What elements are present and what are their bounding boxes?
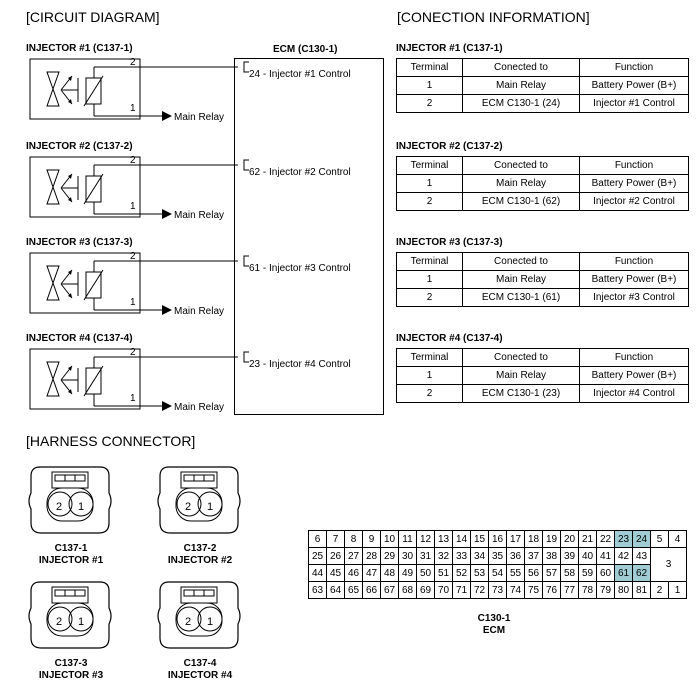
connector-pin-right-label: 1 [78,616,85,628]
ecm-pin: 35 [489,548,507,565]
ecm-pin: 29 [381,548,399,565]
connector-code: C137-3 [54,658,88,669]
injector-body [30,59,140,119]
main-relay-label: Main Relay [174,306,225,317]
ecm-pin: 45 [327,565,345,582]
ecm-pin: 62 [633,565,651,582]
injector-body [30,349,140,409]
ecm-pin: 47 [363,565,381,582]
connection-table-title: INJECTOR #1 (C137-1) [396,43,503,54]
ecm-pin: 57 [543,565,561,582]
connector-pin-right-label: 1 [78,501,85,513]
table-header-cell: Conected to [463,349,580,367]
pin-row [309,548,687,565]
table-header-cell: Terminal [397,157,463,175]
main-relay-label: Main Relay [174,210,225,221]
table-cell: Battery Power (B+) [580,367,689,385]
pin-row [309,565,687,582]
table-cell: 1 [397,271,463,289]
ecm-pin-label: 62 - Injector #2 Control [249,167,351,178]
ecm-pin: 51 [435,565,453,582]
ecm-pin: 55 [507,565,525,582]
ecm-pin: 67 [381,582,399,599]
ecm-pin: 44 [309,565,327,582]
harness-connector-heading: [HARNESS CONNECTOR] [26,433,196,449]
ecm-title: ECM (C130-1) [273,44,338,55]
ecm-pin: 16 [489,531,507,548]
harness-connector-caption [21,658,121,682]
ecm-pin: 78 [579,582,597,599]
ecm-pin: 81 [633,582,651,599]
injector-title: INJECTOR #4 (C137-4) [26,333,133,344]
harness-connector-drawing [155,463,245,538]
ecm-pin: 30 [399,548,417,565]
ecm-pin: 8 [345,531,363,548]
connector-pin-left-label: 2 [185,616,192,628]
connector-code: C137-2 [183,543,217,554]
ecm-pin: 58 [561,565,579,582]
ecm-pin: 5 [651,531,669,548]
ecm-pin: 69 [417,582,435,599]
ecm-pin: 2 [651,582,669,599]
ecm-pin: 24 [633,531,651,548]
table-row [397,77,689,95]
table-row [397,367,689,385]
ecm-pin: 52 [453,565,471,582]
connector-latch [181,472,217,488]
ecm-pin: 59 [579,565,597,582]
ecm-connector-name: ECM [482,625,506,636]
table-cell: 2 [397,289,463,307]
table-header-cell: Function [580,59,689,77]
ecm-pin: 11 [399,531,417,548]
ecm-pin: 54 [489,565,507,582]
harness-connector-caption [150,658,250,682]
ecm-pin: 76 [543,582,561,599]
connector-pin-right-label: 1 [207,501,214,513]
table-cell: Main Relay [463,175,580,193]
table-row [397,95,689,113]
pin-label-bottom: 1 [130,393,136,404]
connection-table-title: INJECTOR #2 (C137-2) [396,141,503,152]
ecm-pin: 49 [399,565,417,582]
ecm-pin: 39 [561,548,579,565]
ecm-pin: 70 [435,582,453,599]
ecm-pin: 21 [579,531,597,548]
table-cell: Battery Power (B+) [580,175,689,193]
main-relay-label: Main Relay [174,112,225,123]
ecm-pin: 4 [669,531,687,548]
injector-title: INJECTOR #2 (C137-2) [26,141,133,152]
ecm-pin: 26 [327,548,345,565]
ecm-pin: 9 [363,531,381,548]
ecm-pin: 25 [309,548,327,565]
connector-latch [52,472,88,488]
connector-name: INJECTOR #4 [167,670,233,681]
valve-symbol [47,170,59,204]
ecm-pin: 65 [345,582,363,599]
connection-info-heading: [CONECTION INFORMATION] [397,9,590,25]
table-cell: Main Relay [463,77,580,95]
table-header-cell: Function [580,253,689,271]
pin-row [309,531,687,548]
table-cell: Injector #1 Control [580,95,689,113]
table-cell: ECM C130-1 (62) [463,193,580,211]
relay-arrow [162,401,172,411]
pin-label-top: 2 [130,57,136,68]
table-cell: Main Relay [463,367,580,385]
ecm-pin: 56 [525,565,543,582]
table-cell: 2 [397,95,463,113]
ecm-pin: 20 [561,531,579,548]
ecm-pin: 74 [507,582,525,599]
ecm-connector-code: C130-1 [477,613,511,624]
ecm-pin: 60 [597,565,615,582]
relay-arrow [162,209,172,219]
table-header-cell: Function [580,349,689,367]
table-cell: 2 [397,193,463,211]
ecm-pin: 34 [471,548,489,565]
ecm-pin: 12 [417,531,435,548]
pin-label-top: 2 [130,251,136,262]
ecm-pin: 14 [453,531,471,548]
ecm-pin: 3 [651,548,687,582]
table-cell: Battery Power (B+) [580,77,689,95]
connector-name: INJECTOR #2 [167,555,233,566]
ecm-pin: 42 [615,548,633,565]
connection-table [396,252,689,307]
table-cell: ECM C130-1 (23) [463,385,580,403]
ecm-pin: 79 [597,582,615,599]
connector-latch [181,587,217,603]
injector-body [30,253,140,313]
pin-label-top: 2 [130,155,136,166]
pin-label-bottom: 1 [130,201,136,212]
ecm-pin: 6 [309,531,327,548]
ecm-pin-label: 23 - Injector #4 Control [249,359,351,370]
ecm-pin: 13 [435,531,453,548]
table-header-cell: Conected to [463,59,580,77]
harness-connector-caption [150,543,250,567]
connector-name: INJECTOR #1 [38,555,104,566]
injector-body [30,157,140,217]
pin-row [309,582,687,599]
ecm-pin: 28 [363,548,381,565]
ecm-pin: 68 [399,582,417,599]
ecm-pin: 75 [525,582,543,599]
table-header-cell: Terminal [397,59,463,77]
ecm-pin: 71 [453,582,471,599]
table-cell: Injector #3 Control [580,289,689,307]
ecm-pin: 1 [669,582,687,599]
valve-symbol [47,362,59,396]
connector-name: INJECTOR #3 [38,670,104,681]
ecm-pin: 33 [453,548,471,565]
pin-label-top: 2 [130,347,136,358]
ecm-pin: 32 [435,548,453,565]
connector-code: C137-4 [183,658,217,669]
ecm-pin: 63 [309,582,327,599]
ecm-pin: 61 [615,565,633,582]
table-header-cell: Terminal [397,349,463,367]
harness-connector-drawing [26,578,116,653]
connector-pin-left-label: 2 [56,616,63,628]
injector-title: INJECTOR #3 (C137-3) [26,237,133,248]
table-cell: 1 [397,367,463,385]
ecm-pin: 17 [507,531,525,548]
pin-label-bottom: 1 [130,297,136,308]
ecm-pin: 7 [327,531,345,548]
ecm-pin: 50 [417,565,435,582]
connector-code: C137-1 [54,543,88,554]
ecm-pin: 36 [507,548,525,565]
ecm-pin: 77 [561,582,579,599]
ecm-pin: 10 [381,531,399,548]
table-row [397,175,689,193]
connection-table [396,58,689,113]
table-header-cell: Conected to [463,253,580,271]
table-cell: 1 [397,175,463,193]
valve-symbol [47,266,59,300]
ecm-pin: 48 [381,565,399,582]
harness-connector-drawing [26,463,116,538]
main-relay-label: Main Relay [174,402,225,413]
harness-connector-drawing [155,578,245,653]
table-row [397,193,689,211]
connection-table-title: INJECTOR #3 (C137-3) [396,237,503,248]
relay-arrow [162,305,172,315]
ecm-pin: 43 [633,548,651,565]
connector-latch [52,587,88,603]
ecm-pin-label: 61 - Injector #3 Control [249,263,351,274]
ecm-pin: 18 [525,531,543,548]
ecm-connector-caption [454,613,534,637]
table-cell: 1 [397,77,463,95]
table-row [397,385,689,403]
table-cell: ECM C130-1 (24) [463,95,580,113]
table-row [397,271,689,289]
circuit-diagram-heading: [CIRCUIT DIAGRAM] [26,9,160,25]
table-cell: Battery Power (B+) [580,271,689,289]
ecm-pin: 40 [579,548,597,565]
table-header-cell: Terminal [397,253,463,271]
ecm-pin: 80 [615,582,633,599]
ecm-pin: 53 [471,565,489,582]
connection-table [396,156,689,211]
ecm-connector-grid [308,530,687,599]
table-header-cell: Conected to [463,157,580,175]
injector-title: INJECTOR #1 (C137-1) [26,43,133,54]
connector-pin-right-label: 1 [207,616,214,628]
connection-table [396,348,689,403]
relay-arrow [162,111,172,121]
ecm-pin: 27 [345,548,363,565]
ecm-pin: 31 [417,548,435,565]
ecm-pin: 46 [345,565,363,582]
table-cell: 2 [397,385,463,403]
table-cell: Main Relay [463,271,580,289]
ecm-pin: 64 [327,582,345,599]
table-cell: ECM C130-1 (61) [463,289,580,307]
table-cell: Injector #2 Control [580,193,689,211]
table-cell: Injector #4 Control [580,385,689,403]
ecm-pin: 37 [525,548,543,565]
pin-label-bottom: 1 [130,103,136,114]
connection-table-title: INJECTOR #4 (C137-4) [396,333,503,344]
ecm-pin: 15 [471,531,489,548]
ecm-pin: 41 [597,548,615,565]
connector-pin-left-label: 2 [185,501,192,513]
table-header-cell: Function [580,157,689,175]
ecm-pin: 72 [471,582,489,599]
valve-symbol [47,72,59,106]
harness-connector-caption [21,543,121,567]
table-row [397,289,689,307]
ecm-pin: 22 [597,531,615,548]
ecm-pin: 19 [543,531,561,548]
ecm-pin-label: 24 - Injector #1 Control [249,69,351,80]
ecm-pin: 38 [543,548,561,565]
ecm-pin: 66 [363,582,381,599]
connector-pin-left-label: 2 [56,501,63,513]
ecm-pin: 73 [489,582,507,599]
ecm-pin: 23 [615,531,633,548]
